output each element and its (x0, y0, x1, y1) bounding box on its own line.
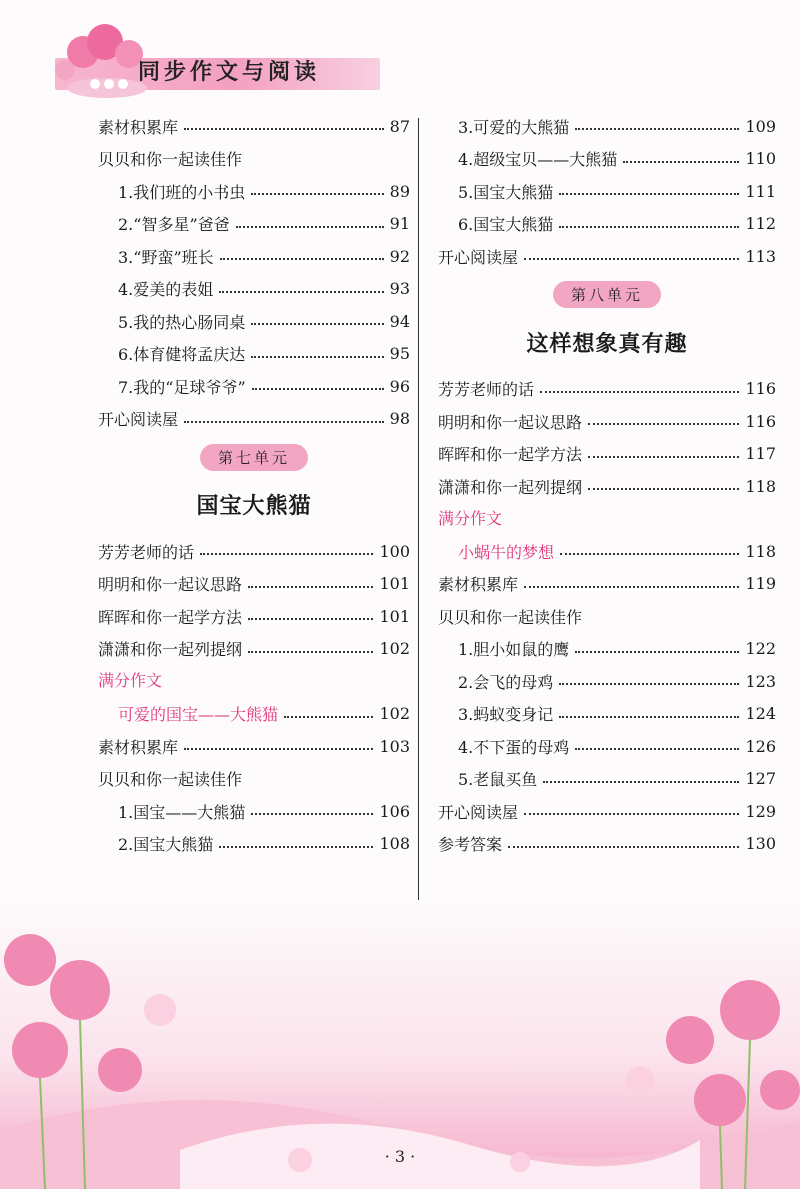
toc-entry-label: 晖晖和你一起学方法 (98, 607, 243, 627)
toc-entry-page: 124 (745, 704, 776, 724)
unit-badge: 第八单元 (553, 281, 661, 308)
toc-entry[interactable] (98, 143, 410, 176)
toc-entry[interactable] (98, 828, 410, 861)
page-number: · 3 · (384, 1147, 416, 1166)
toc-entry-label: 可爱的国宝——大熊猫 (118, 705, 279, 725)
unit-badge-wrap (98, 435, 410, 479)
toc-entry[interactable] (438, 405, 776, 438)
toc-leader-dots (540, 391, 739, 393)
toc-group (98, 535, 410, 665)
toc-leader-dots (252, 388, 384, 390)
toc-entry[interactable] (438, 665, 776, 698)
toc-leader-dots (284, 716, 373, 718)
toc-entry-label: 芳芳老师的话 (438, 380, 535, 400)
toc-leader-dots (184, 748, 373, 750)
toc-entry[interactable] (438, 633, 776, 666)
toc-entry[interactable] (438, 600, 776, 633)
toc-leader-dots (251, 323, 383, 325)
toc-entry-label: 明明和你一起议思路 (438, 412, 583, 432)
toc-entry[interactable] (438, 795, 776, 828)
toc-entry-label: 素材积累库 (438, 575, 519, 595)
toc-entry[interactable] (438, 143, 776, 176)
toc-leader-dots (524, 586, 739, 588)
toc-entry[interactable] (98, 403, 410, 436)
toc-entry[interactable] (98, 338, 410, 371)
toc-leader-dots (559, 716, 739, 718)
toc-entry-label: 4.超级宝贝——大熊猫 (458, 150, 618, 170)
toc-entry-page: 92 (389, 246, 410, 266)
toc-entry-page: 96 (389, 376, 410, 396)
toc-entry-page: 127 (745, 769, 776, 789)
toc-entry-page: 130 (745, 834, 776, 854)
toc-leader-dots (251, 356, 383, 358)
toc-entry-page: 106 (379, 801, 410, 821)
toc-entry-label: 5.我的热心肠同桌 (118, 312, 246, 332)
toc-group (438, 568, 776, 861)
toc-entry-label: 4.不下蛋的母鸡 (458, 737, 570, 757)
toc-entry-label: 潇潇和你一起列提纲 (98, 640, 243, 660)
toc-entry[interactable] (98, 763, 410, 796)
toc-entry-page: 117 (745, 444, 776, 464)
toc-leader-dots (236, 226, 384, 228)
toc-leader-dots (219, 846, 373, 848)
toc-entry[interactable] (438, 208, 776, 241)
toc-entry-label: 7.我的“足球爷爷” (118, 377, 246, 397)
toc-entry-label: 1.胆小如鼠的鹰 (458, 640, 570, 660)
toc-entry[interactable] (98, 568, 410, 601)
toc-entry[interactable] (438, 763, 776, 796)
toc-entry-label: 2.国宝大熊猫 (118, 835, 214, 855)
toc-entry-page: 98 (389, 409, 410, 429)
toc-entry-label: 6.国宝大熊猫 (458, 215, 554, 235)
toc-entry-label: 3.可爱的大熊猫 (458, 117, 570, 137)
toc-entry[interactable] (98, 730, 410, 763)
toc-entry-label: 明明和你一起议思路 (98, 575, 243, 595)
toc-entry-label: 贝贝和你一起读佳作 (98, 150, 243, 170)
full-marks-heading: 满分作文 (98, 671, 163, 690)
toc-leader-dots (184, 421, 384, 423)
toc-leader-dots (575, 128, 739, 130)
toc-entry[interactable] (98, 600, 410, 633)
toc-entry-page: 110 (745, 149, 776, 169)
toc-leader-dots (560, 553, 739, 555)
toc-entry[interactable] (98, 273, 410, 306)
toc-leader-dots (559, 683, 739, 685)
toc-leader-dots (251, 193, 383, 195)
toc-column-right (438, 110, 776, 860)
toc-entry-page: 101 (379, 606, 410, 626)
toc-group (98, 730, 410, 860)
toc-entry[interactable] (98, 208, 410, 241)
toc-entry[interactable] (98, 795, 410, 828)
toc-entry-page: 87 (389, 116, 410, 136)
toc-entry[interactable] (98, 175, 410, 208)
toc-entry-page: 113 (745, 246, 776, 266)
toc-entry-label: 芳芳老师的话 (98, 542, 195, 562)
toc-entry[interactable] (98, 535, 410, 568)
toc-entry-page: 111 (745, 181, 776, 201)
column-divider (418, 118, 419, 918)
toc-entry[interactable] (438, 240, 776, 273)
toc-entry-page: 123 (745, 671, 776, 691)
toc-entry-page: 122 (745, 639, 776, 659)
toc-leader-dots (219, 291, 383, 293)
toc-leader-dots (588, 456, 739, 458)
toc-entry-label: 贝贝和你一起读佳作 (438, 607, 583, 627)
toc-leader-dots (524, 258, 739, 260)
unit-title: 国宝大熊猫 (196, 494, 312, 519)
toc-entry-label: 1.我们班的小书虫 (118, 182, 246, 202)
toc-leader-dots (200, 553, 373, 555)
toc-entry-page: 129 (745, 801, 776, 821)
toc-entry-label: 2.会飞的母鸡 (458, 672, 554, 692)
toc-entry-label: 4.爱美的表姐 (118, 280, 214, 300)
toc-leader-dots (575, 651, 739, 653)
toc-entry-label: 2.“智多星”爸爸 (118, 215, 230, 235)
toc-entry-label: 开心阅读屋 (438, 247, 519, 267)
toc-entry-label: 晖晖和你一起学方法 (438, 445, 583, 465)
toc-entry[interactable] (438, 568, 776, 601)
toc-leader-dots (524, 813, 739, 815)
footer-flower-decoration (0, 900, 800, 1189)
toc-entry[interactable] (438, 110, 776, 143)
toc-entry-page: 89 (389, 181, 410, 201)
toc-entry-label: 贝贝和你一起读佳作 (98, 770, 243, 790)
toc-entry-page: 103 (379, 736, 410, 756)
toc-entry[interactable] (98, 633, 410, 666)
toc-entry[interactable] (98, 370, 410, 403)
toc-entry-page: 126 (745, 736, 776, 756)
toc-entry-label: 素材积累库 (98, 117, 179, 137)
toc-entry[interactable] (438, 175, 776, 208)
toc-entry-page: 101 (379, 574, 410, 594)
toc-entry-label: 素材积累库 (98, 737, 179, 757)
toc-entry-page: 95 (389, 344, 410, 364)
toc-leader-dots (588, 423, 739, 425)
toc-group (438, 373, 776, 503)
toc-entry-page: 116 (745, 379, 776, 399)
toc-entry-label: 小蜗牛的梦想 (458, 542, 555, 562)
toc-entry-page: 108 (379, 834, 410, 854)
toc-leader-dots (248, 651, 373, 653)
toc-entry[interactable] (98, 110, 410, 143)
toc-entry-page: 102 (379, 704, 410, 724)
toc-entry[interactable] (98, 240, 410, 273)
toc-leader-dots (559, 193, 739, 195)
toc-entry-label: 3.“野蛮”班长 (118, 247, 214, 267)
toc-leader-dots (623, 161, 739, 163)
unit-badge: 第七单元 (200, 444, 308, 471)
header-title: 同步作文与阅读 (138, 60, 321, 85)
toc-leader-dots (184, 128, 384, 130)
toc-leader-dots (575, 748, 739, 750)
unit-title: 这样想象真有趣 (526, 331, 688, 357)
toc-entry-label: 5.国宝大熊猫 (458, 182, 554, 202)
toc-entry-label: 开心阅读屋 (98, 410, 179, 430)
toc-entry-label: 参考答案 (438, 835, 503, 855)
full-marks-heading: 满分作文 (438, 508, 503, 528)
toc-leader-dots (248, 586, 373, 588)
toc-entry-page: 109 (745, 116, 776, 136)
toc-group (98, 110, 410, 435)
toc-entry-label: 1.国宝——大熊猫 (118, 802, 246, 822)
toc-leader-dots (588, 488, 739, 490)
toc-entry-page: 102 (379, 639, 410, 659)
toc-leader-dots (251, 813, 373, 815)
toc-entry-page: 93 (389, 279, 410, 299)
toc-leader-dots (248, 618, 373, 620)
toc-entry-page: 118 (745, 476, 776, 496)
toc-entry-page: 94 (389, 311, 410, 331)
toc-group (438, 110, 776, 273)
toc-entry[interactable] (438, 828, 776, 861)
toc-entry-page: 112 (745, 214, 776, 234)
toc-entry[interactable] (438, 438, 776, 471)
toc-entry-label: 潇潇和你一起列提纲 (438, 477, 583, 497)
toc-entry[interactable] (438, 535, 776, 568)
toc-entry-page: 119 (745, 574, 776, 594)
toc-entry-page: 91 (389, 214, 410, 234)
toc-entry[interactable] (438, 373, 776, 406)
toc-entry-label: 5.老鼠买鱼 (458, 770, 538, 790)
toc-entry-page: 118 (745, 541, 776, 561)
toc-leader-dots (508, 846, 739, 848)
unit-badge-wrap (438, 273, 776, 317)
toc-entry-label: 3.蚂蚁变身记 (458, 705, 554, 725)
toc-leader-dots (543, 781, 739, 783)
toc-entry[interactable] (438, 470, 776, 503)
toc-entry[interactable] (438, 730, 776, 763)
toc-entry-label: 开心阅读屋 (438, 802, 519, 822)
toc-leader-dots (559, 226, 739, 228)
toc-entry-page: 116 (745, 411, 776, 431)
toc-entry-label: 6.体育健将孟庆达 (118, 345, 246, 365)
toc-column-left (98, 110, 410, 860)
toc-entry[interactable] (98, 698, 410, 731)
toc-entry[interactable] (98, 305, 410, 338)
toc-entry-page: 100 (379, 541, 410, 561)
toc-entry[interactable] (438, 698, 776, 731)
toc-leader-dots (220, 258, 384, 260)
